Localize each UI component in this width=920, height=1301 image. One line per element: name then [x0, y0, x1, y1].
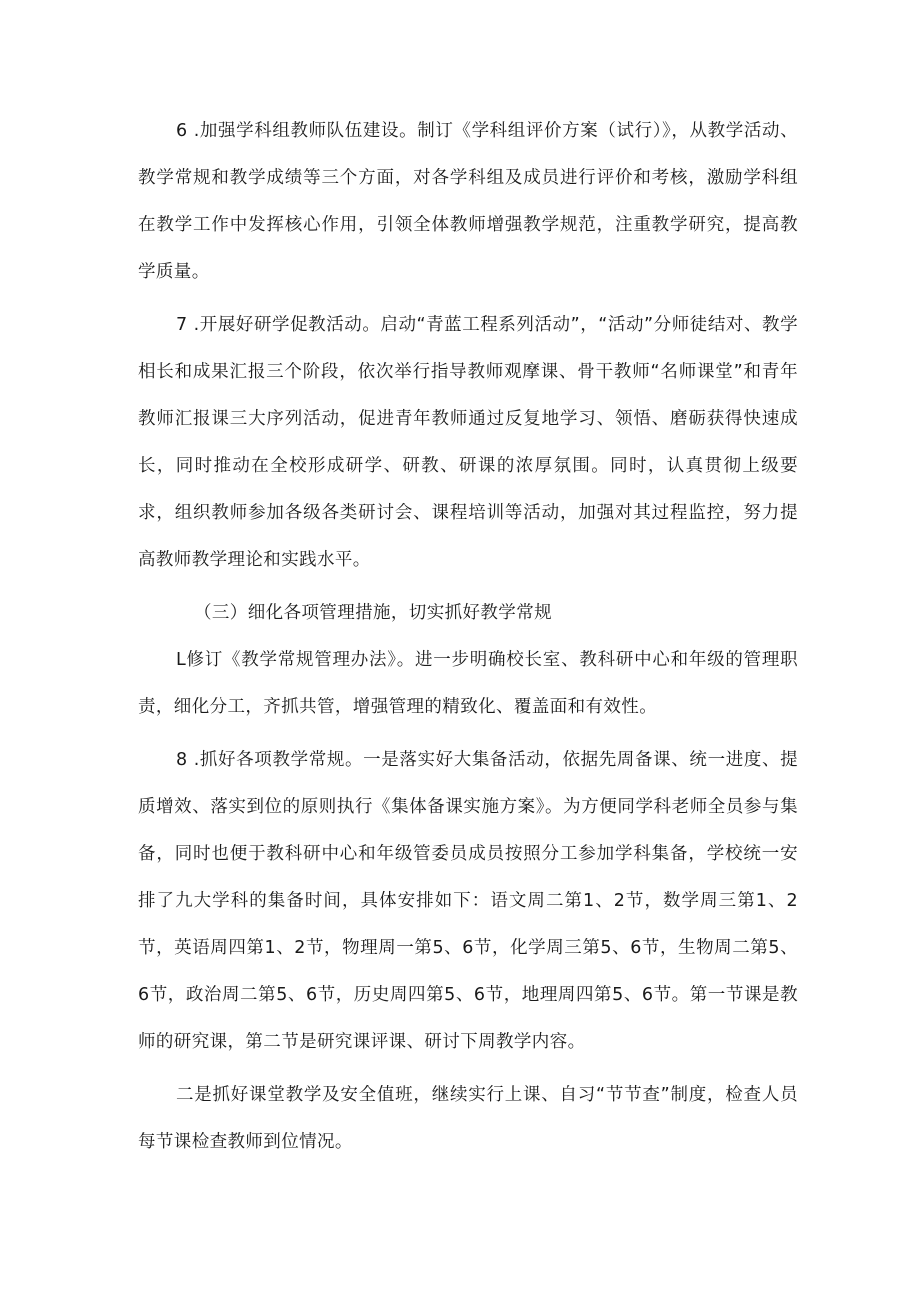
paragraph-item-6: 6 .加强学科组教师队伍建设。制订《学科组评价方案（试行）》，从教学活动、教学常规和教学成绩等三个方面，对各学科组及成员进行评价和考核，激励学科组在教学工作中发挥核心作用，引领全体教师增强教学规范，注重教学研究，提高教学质量。: [138, 121, 798, 282]
paragraph-item-1-revise: L修订《教学常规管理办法》。进一步明确校长室、教科研中心和年级的管理职责，细化分工，齐抓共管，增强管理的精致化、覆盖面和有效性。: [138, 650, 798, 717]
paragraph-item-8: 8 .抓好各项教学常规。一是落实好大集备活动，依据先周备课、统一进度、提质增效、落实到位的原则执行《集体备课实施方案》。为方便同学科老师全员参与集备，同时也便于教科研中心和年级管委员成员按照分工参加学科集备，学校统一安排了九大学科的集备时间，具体安排如下：语文周二第1、2节，数学周三第1、2节，英语周四第1、2节，物理周一第5、6节，化学周三第5、6节，生物周二第5、6节，政治周二第5、6节，历史周四第5、6节，地理周四第5、6节。第一节课是教师的研究课，第二节是研究课评课、研讨下周教学内容。: [138, 750, 798, 1052]
paragraph-item-second: 二是抓好课堂教学及安全值班，继续实行上课、自习“节节查”制度，检查人员每节课检查教师到位情况。: [138, 1085, 798, 1152]
section-heading-3: （三）细化各项管理措施，切实抓好教学常规: [194, 603, 552, 623]
paragraph-item-7: 7 .开展好研学促教活动。启动“青蓝工程系列活动”，“活动”分师徒结对、教学相长和成果汇报三个阶段，依次举行指导教师观摩课、骨干教师“名师课堂”和青年教师汇报课三大序列活动，促进青年教师通过反复地学习、领悟、磨砺获得快速成长，同时推动在全校形成研学、研教、研课的浓厚氛围。同时，认真贯彻上级要求，组织教师参加各级各类研讨会、课程培训等活动，加强对其过程监控，努力提高教师教学理论和实践水平。: [138, 315, 798, 570]
document-body: [138, 108, 798, 1166]
